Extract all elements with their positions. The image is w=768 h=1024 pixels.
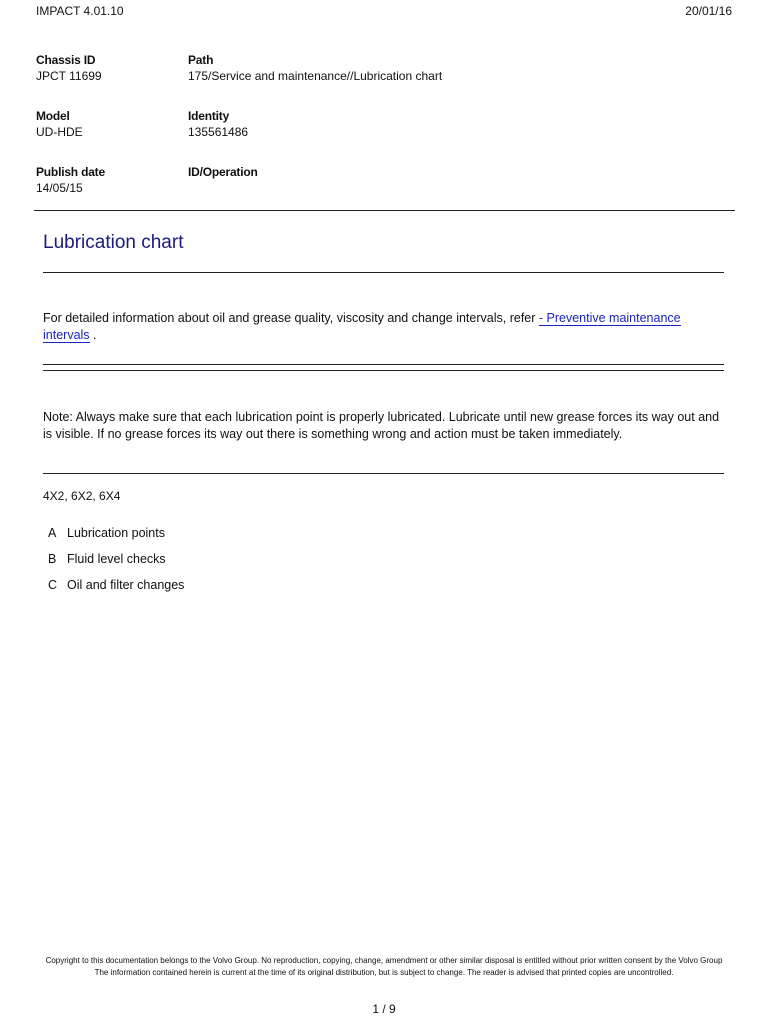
identity-value: 135561486 <box>188 125 249 139</box>
legend-item <box>43 577 724 603</box>
legend-list <box>43 525 724 603</box>
chassis-id-label: Chassis ID <box>36 53 96 67</box>
intro-end: . <box>89 328 97 342</box>
print-date: 20/01/16 <box>685 4 732 18</box>
legend-key: B <box>48 552 57 566</box>
model-field <box>36 109 83 141</box>
meta-row-publish <box>36 165 636 221</box>
chassis-id-value: JPCT 11699 <box>36 69 102 83</box>
metadata-grid <box>36 53 636 221</box>
meta-row-model <box>36 109 636 165</box>
header-divider <box>34 210 735 211</box>
page-header <box>36 4 732 20</box>
legend-text: Oil and filter changes <box>67 578 185 592</box>
variant-list: 4X2, 6X2, 6X4 <box>43 489 121 503</box>
intro-paragraph <box>43 310 724 364</box>
title-divider <box>43 272 724 273</box>
meta-row-chassis <box>36 53 636 109</box>
legend-item <box>43 551 724 577</box>
identity-label: Identity <box>188 109 230 123</box>
chassis-id-field <box>36 53 102 85</box>
distribution-notice: The information contained herein is current at the time of its original distribution, but is subject to change. The reader is advised that printed copies are uncontrolled. <box>94 968 674 977</box>
path-label: Path <box>188 53 214 67</box>
publish-date-value: 14/05/15 <box>36 181 83 195</box>
copyright-footer <box>34 955 734 979</box>
id-operation-field <box>188 165 258 180</box>
id-operation-label: ID/Operation <box>188 165 258 179</box>
legend-key: C <box>48 578 58 592</box>
model-label: Model <box>36 109 70 123</box>
section-divider-top <box>43 364 724 365</box>
publish-date-label: Publish date <box>36 165 105 179</box>
path-field <box>188 53 442 85</box>
preventive-maintenance-link[interactable]: - Preventive maintenance intervals <box>43 311 681 342</box>
note-paragraph: Note: Always make sure that each lubrication point is properly lubricated. Lubricate until new grease forces its way out and is visible. If no grease forces its way out there is something wrong and action must be taken immediately. <box>43 410 720 441</box>
publish-date-field <box>36 165 105 197</box>
document-title: Lubrication chart <box>43 232 184 253</box>
document-content <box>43 226 724 603</box>
section-divider-bottom <box>43 370 724 371</box>
model-value: UD-HDE <box>36 125 83 139</box>
path-value: 175/Service and maintenance//Lubrication chart <box>188 69 443 83</box>
identity-field <box>188 109 248 141</box>
legend-key: A <box>48 526 57 540</box>
copyright-notice: Copyright to this documentation belongs to the Volvo Group. No reproduction, copying, change, amendment or other similar disposal is entitled without prior written consent by the Volvo Group <box>45 956 723 965</box>
legend-text: Fluid level checks <box>67 552 166 566</box>
legend-item <box>43 525 724 551</box>
page-number: 1 / 9 <box>372 1002 396 1016</box>
app-version: IMPACT 4.01.10 <box>36 4 124 18</box>
legend-text: Lubrication points <box>67 526 165 540</box>
note-divider <box>43 473 724 474</box>
intro-text: For detailed information about oil and grease quality, viscosity and change intervals, refer <box>43 311 539 325</box>
